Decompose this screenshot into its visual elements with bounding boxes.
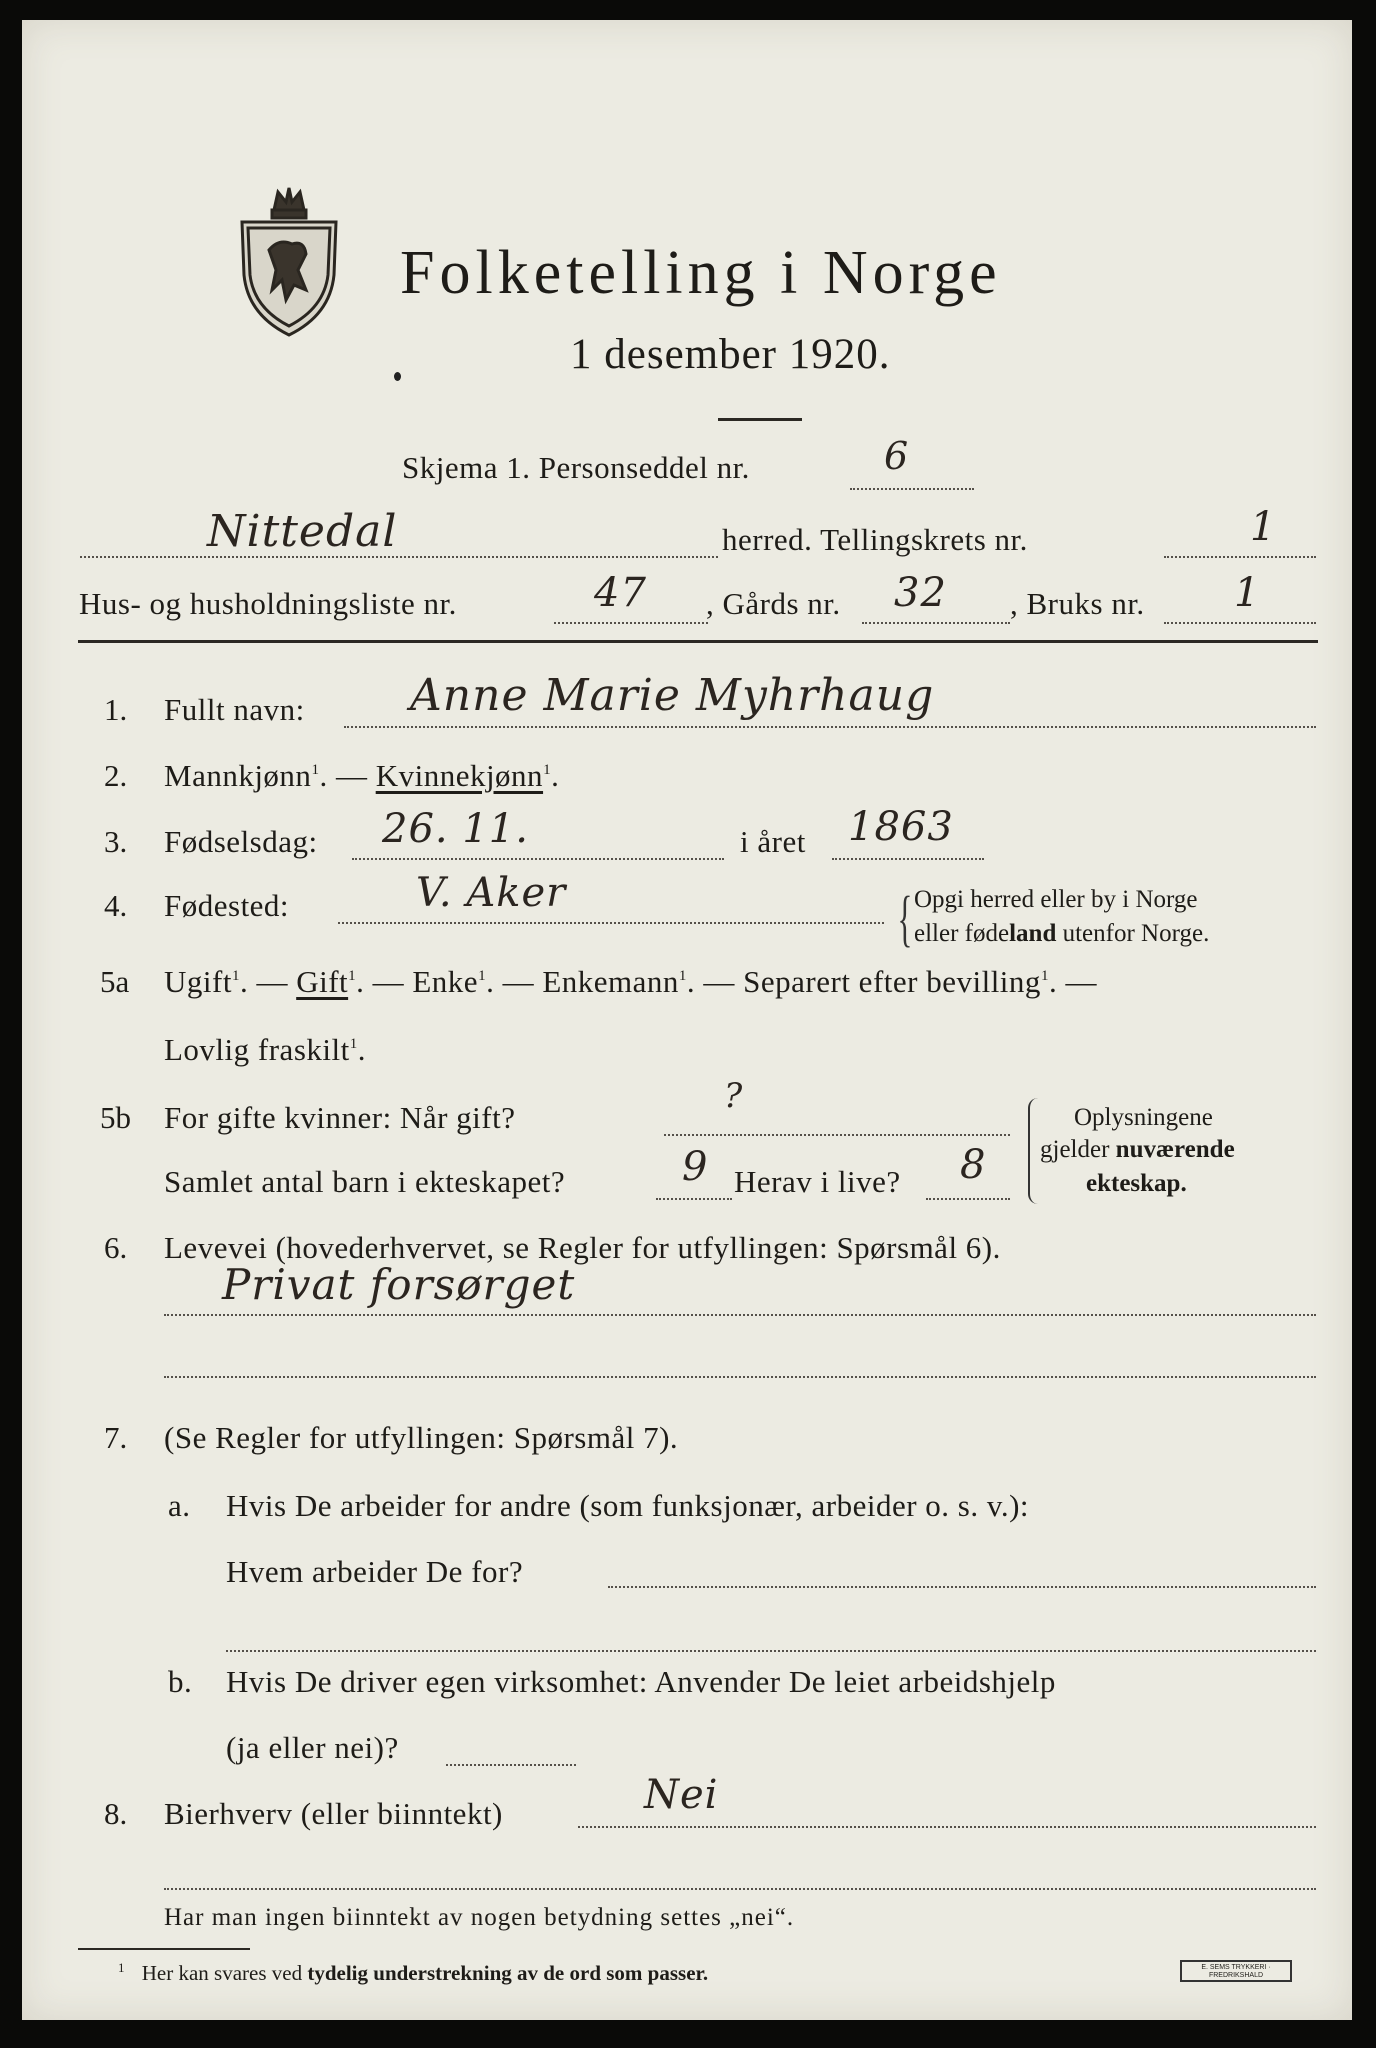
q5a-fn-4: 1 [678,968,687,984]
q5a-dash-4: . — [686,964,735,999]
q6-line-1 [164,1314,1316,1316]
q7a-line-1 [608,1586,1316,1588]
q7a-question: Hvem arbeider De for? [226,1554,524,1589]
q5b-naar-gift-line [664,1134,1010,1136]
q4-label: Fødested: [164,888,290,923]
q8-line-2 [164,1888,1316,1890]
q5a-number: 5a [100,964,130,999]
herred-line [80,556,718,558]
q6-label: Levevei (hovederhvervet, se Regler for utfyllingen: Spørsmål 6). [164,1230,1001,1265]
q6-line-2 [164,1376,1316,1378]
q5b-ilive-line [926,1198,1010,1200]
q4-number: 4. [104,888,128,923]
q5a-dash-1: . — [239,964,288,999]
q5b-label: For gifte kvinner: Når gift? [164,1100,516,1135]
footnote-divider [78,1948,250,1950]
q2-mann: Mannkjønn [164,758,312,793]
q5a-fraskilt-text: Lovlig fraskilt [164,1032,350,1067]
herred-name-value: Nittedal [207,506,398,557]
q4-note-c: utenfor Norge. [1056,920,1210,947]
q4-note-a: eller føde [914,920,1010,947]
footer-note: Har man ingen biinntekt av nogen betydning settes „nei“. [164,1904,795,1931]
printer-stamp [1180,1960,1292,1982]
q2-kvinne: Kvinnekjønn [375,758,544,793]
q6-occupation-value: Privat forsørget [222,1260,576,1309]
form-title: Folketelling i Norge [400,239,1002,307]
header-divider-thick [78,640,1318,643]
q5b-note-2b: nuværende [1115,1136,1235,1163]
q5a-fn-2: 1 [348,968,357,984]
q1-label: Fullt navn: [164,692,305,727]
footnote-text-a: Her kan svares ved [141,1961,308,1985]
q2-footnote-mark: 1 [311,762,320,778]
q5b-barn-label: Samlet antal barn i ekteskapet? [164,1164,566,1199]
hus-label: Hus- og husholdningsliste nr. [79,586,457,621]
q8-label: Bierhverv (eller biinntekt) [164,1796,503,1831]
q2-number: 2. [104,758,128,793]
norwegian-coat-of-arms-icon [234,180,344,340]
q7b-line [446,1764,576,1766]
q7b-question: (ja eller nei)? [226,1730,399,1765]
q7b-letter: b. [168,1664,193,1699]
q5a-fraskilt: Lovlig fraskilt$^1$. [164,1032,366,1067]
q3-number: 3. [104,824,128,859]
herred-label: herred. Tellingskrets nr. [722,522,1028,557]
q4-note-line1: Opgi herred eller by i Norge [914,886,1198,913]
q5a-dash-5: . — [1048,964,1097,999]
q4-note-b: land [1009,920,1057,947]
q7a-line-2 [226,1650,1316,1652]
q1-full-name-value: Anne Marie Myhrhaug [410,670,935,721]
q5b-bracket [1028,1098,1040,1204]
liste-nr-value: 47 [594,570,647,616]
q5b-naar-gift-value: ? [724,1076,744,1116]
liste-nr-line [554,622,708,624]
q5b-number: 5b [100,1100,131,1135]
q3-year-value: 1863 [848,804,954,850]
q3-year-line [832,858,984,860]
footnote-number: 1 [118,1960,125,1975]
gards-nr-value: 32 [894,570,947,616]
q5a-fn-3: 1 [478,968,487,984]
census-date: 1 desember 1920. [570,331,891,378]
q5b-ilive-value: 8 [960,1142,987,1188]
q5a-dash-2: . — [356,964,405,999]
q8-number: 8. [104,1796,128,1831]
q4-note-line2 [914,920,1209,948]
q3-day-line [352,858,724,860]
q7-number: 7. [104,1420,128,1455]
q2-sep: . — [319,758,376,793]
q5b-barn-value: 9 [682,1144,709,1190]
q5a-enke: Enke [412,964,479,999]
q1-line [344,726,1316,728]
q5a-ugift: Ugift [164,964,232,999]
q5b-note-3: ekteskap. [1086,1170,1187,1197]
q5a-gift: Gift [296,964,349,999]
tellingskrets-nr-value: 1 [1250,504,1277,550]
q2-footnote-mark-2: 1 [543,762,552,778]
footnote [118,1960,708,1986]
q1-number: 1. [104,692,128,727]
q2-end: . [551,758,560,793]
tellingskrets-line [1164,556,1316,558]
q4-brace: { [897,885,913,953]
gards-nr-line [862,622,1010,624]
q5a-dash-3: . — [486,964,535,999]
q5a-enkemann: Enkemann [542,964,679,999]
q2-options [164,758,559,794]
q8-line [578,1826,1316,1828]
q5a-fn-6: 1 [349,1036,358,1052]
q4-line [338,922,884,924]
footnote-text-b: tydelig understrekning av de ord som passer. [307,1961,709,1985]
q5a-fn-1: 1 [231,968,240,984]
census-form-page [22,20,1352,2020]
stray-mark [394,372,401,381]
q7b-text: Hvis De driver egen virksomhet: Anvender De leiet arbeidshjelp [226,1664,1056,1699]
q5b-ilive-label: Herav i live? [734,1164,901,1199]
q6-number: 6. [104,1230,128,1265]
bruks-label: , Bruks nr. [1010,586,1145,621]
personseddel-line [850,488,974,490]
q3-label: Fødselsdag: [164,824,318,859]
q5b-note-1: Oplysningene [1074,1104,1213,1131]
skjema-label: Skjema 1. Personseddel nr. [402,450,750,485]
bruks-nr-value: 1 [1234,570,1261,616]
q8-value: Nei [644,1772,719,1818]
q5b-note-2a: gjelder [1040,1136,1116,1163]
q3-year-label: i året [740,824,806,859]
q5a-fn-5: 1 [1040,968,1049,984]
q5a-options [164,964,1097,1000]
title-divider [718,418,802,421]
printer-stamp-text: E. SEMS TRYKKERI · FREDRIKSHALD [1201,1964,1271,1979]
q7a-letter: a. [168,1488,191,1523]
q4-birthplace-value: V. Aker [416,870,567,916]
q7a-text: Hvis De arbeider for andre (som funksjonær, arbeider o. s. v.): [226,1488,1030,1523]
q5b-barn-line [656,1198,732,1200]
q3-day-value: 26. 11. [382,806,529,852]
q7-label: (Se Regler for utfyllingen: Spørsmål 7). [164,1420,679,1455]
personseddel-nr-value: 6 [884,434,910,478]
q5a-separert: Separert efter bevilling [743,964,1041,999]
q5b-note-2 [1040,1136,1235,1164]
gards-label: , Gårds nr. [706,586,841,621]
bruks-nr-line [1164,622,1316,624]
